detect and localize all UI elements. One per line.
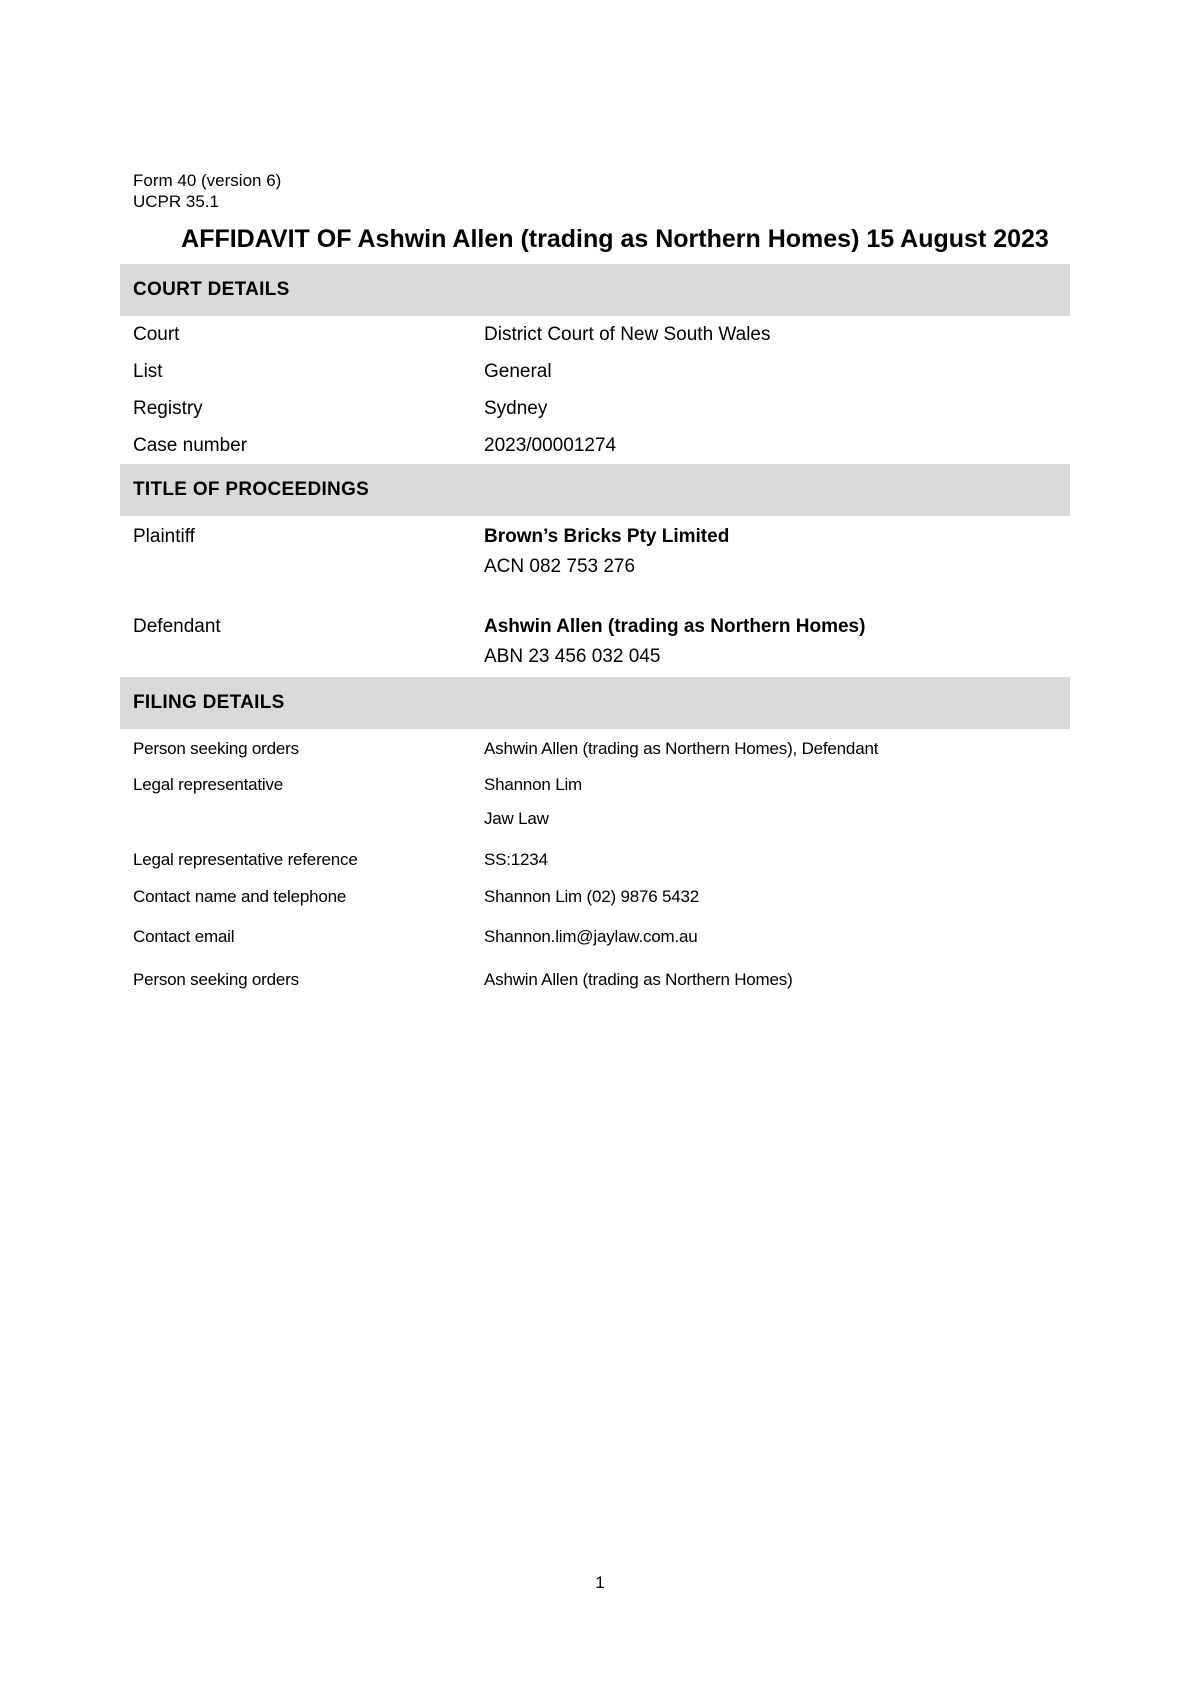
row-label: Plaintiff <box>133 526 195 547</box>
table-row <box>120 390 1070 427</box>
row-value <box>484 612 1070 672</box>
table-row <box>120 522 1070 582</box>
row-value: 2023/00001274 <box>484 434 617 456</box>
row-value <box>484 522 1070 582</box>
row-value: Shannon Lim (02) 9876 5432 <box>484 887 700 906</box>
table-row <box>120 920 1070 954</box>
row-label: Registry <box>133 397 203 419</box>
section-header-filing-details <box>120 677 1070 729</box>
table-row <box>120 612 1070 672</box>
title-of-proceedings-rows <box>120 522 1070 672</box>
row-value: Ashwin Allen (trading as Northern Homes), Defendant <box>484 739 879 758</box>
party-name: Ashwin Allen (trading as Northern Homes) <box>484 616 866 637</box>
row-label: Case number <box>133 434 248 456</box>
party-name: Brown’s Bricks Pty Limited <box>484 526 730 547</box>
row-label: Person seeking orders <box>133 970 299 989</box>
section-header-label: TITLE OF PROCEEDINGS <box>133 479 370 500</box>
table-row <box>120 427 1070 464</box>
row-label: List <box>133 360 163 382</box>
form-reference-line2: UCPR 35.1 <box>133 192 219 211</box>
row-value: Ashwin Allen (trading as Northern Homes) <box>484 970 793 989</box>
row-label: Defendant <box>133 616 221 637</box>
document-title: AFFIDAVIT OF Ashwin Allen (trading as Northern Homes) 15 August 2023 <box>181 225 1049 253</box>
party-number: ABN 23 456 032 045 <box>484 646 661 667</box>
row-value <box>484 768 1070 836</box>
section-header-title-of-proceedings <box>120 464 1070 516</box>
row-value: District Court of New South Wales <box>484 323 771 345</box>
row-value: Shannon.lim@jaylaw.com.au <box>484 927 698 946</box>
table-row <box>120 880 1070 914</box>
table-row <box>120 732 1070 766</box>
table-row <box>120 963 1070 997</box>
filing-details-rows <box>120 732 1070 997</box>
court-details-rows <box>120 316 1070 464</box>
document-body <box>120 170 1070 997</box>
table-row <box>120 316 1070 353</box>
row-label: Person seeking orders <box>133 739 299 758</box>
row-value: Sydney <box>484 397 548 419</box>
row-label: Legal representative <box>133 775 284 794</box>
row-value: General <box>484 360 552 382</box>
form-reference-line1: Form 40 (version 6) <box>133 171 282 190</box>
table-row <box>120 353 1070 390</box>
row-value: SS:1234 <box>484 850 548 869</box>
section-header-label: COURT DETAILS <box>133 279 290 300</box>
row-label: Legal representative reference <box>133 850 358 869</box>
section-header-label: FILING DETAILS <box>133 692 285 713</box>
form-reference <box>120 170 1070 212</box>
table-row <box>120 843 1070 877</box>
party-number: ACN 082 753 276 <box>484 556 636 577</box>
row-label: Court <box>133 323 180 345</box>
page-number: 1 <box>595 1573 605 1592</box>
row-value-line1: Shannon Lim <box>484 775 582 794</box>
row-label: Contact email <box>133 927 235 946</box>
section-header-court-details <box>120 264 1070 316</box>
row-label: Contact name and telephone <box>133 887 347 906</box>
row-value-line2: Jaw Law <box>484 809 549 828</box>
table-row <box>120 768 1070 836</box>
